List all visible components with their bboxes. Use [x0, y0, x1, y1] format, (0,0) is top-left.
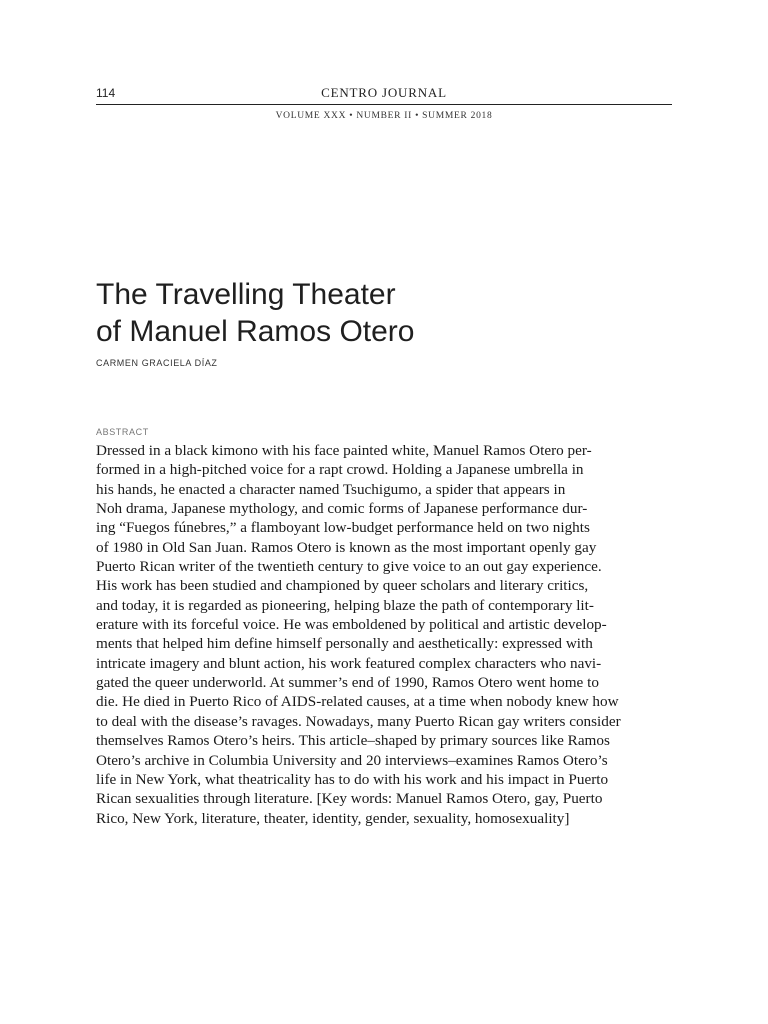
title-line: of Manuel Ramos Otero: [96, 315, 415, 348]
abstract-label: ABSTRACT: [96, 427, 149, 437]
abstract-text: [96, 441, 676, 828]
abstract-line: themselves Ramos Otero’s heirs. This article–shaped by primary sources like Ramos: [96, 732, 610, 750]
abstract-line: Puerto Rican writer of the twentieth century to give voice to an out gay experience.: [96, 558, 602, 576]
journal-name: CENTRO JOURNAL: [321, 85, 447, 100]
abstract-line: his hands, he enacted a character named Tsuchigumo, a spider that appears in: [96, 480, 566, 498]
page-number: 114: [96, 86, 116, 100]
abstract-line: Rican sexualities through literature. [Key words: Manuel Ramos Otero, gay, Puerto: [96, 790, 603, 808]
abstract-line: and today, it is regarded as pioneering, helping blaze the path of contemporary lit-: [96, 596, 594, 614]
abstract-line: Rico, New York, literature, theater, identity, gender, sexuality, homosexuality]: [96, 809, 570, 827]
abstract-line: His work has been studied and championed by queer scholars and literary critics,: [96, 577, 589, 595]
running-header: [96, 84, 672, 105]
abstract-line: Otero’s archive in Columbia University and 20 interviews–examines Ramos Otero’s: [96, 751, 608, 769]
title-line: The Travelling Theater: [96, 278, 396, 311]
abstract-line: Dressed in a black kimono with his face painted white, Manuel Ramos Otero per-: [96, 442, 592, 459]
abstract-line: erature with its forceful voice. He was emboldened by political and artistic develop-: [96, 616, 607, 634]
article-title: [96, 276, 656, 350]
abstract-line: ments that helped him define himself personally and aesthetically: expressed with: [96, 635, 593, 653]
abstract-line: die. He died in Puerto Rico of AIDS-related causes, at a time when nobody knew how: [96, 693, 619, 711]
issue-info: VOLUME XXX • NUMBER II • SUMMER 2018: [275, 111, 493, 121]
abstract-line: to deal with the disease’s ravages. Nowadays, many Puerto Rican gay writers consider: [96, 712, 621, 730]
abstract-line: intricate imagery and blunt action, his work featured complex characters who navi-: [96, 654, 602, 672]
abstract-line: gated the queer underworld. At summer’s end of 1990, Ramos Otero went home to: [96, 674, 599, 692]
abstract-line: ing “Fuegos fúnebres,” a flamboyant low-budget performance held on two nights: [96, 519, 590, 537]
abstract-line: Noh drama, Japanese mythology, and comic forms of Japanese performance dur-: [96, 500, 588, 518]
abstract-line: formed in a high-pitched voice for a rapt crowd. Holding a Japanese umbrella in: [96, 461, 584, 479]
author-name: CARMEN GRACIELA DÍAZ: [96, 358, 218, 368]
abstract-line: life in New York, what theatricality has to do with his work and his impact in Puerto: [96, 770, 609, 788]
abstract-line: of 1980 in Old San Juan. Ramos Otero is known as the most important openly gay: [96, 538, 597, 556]
